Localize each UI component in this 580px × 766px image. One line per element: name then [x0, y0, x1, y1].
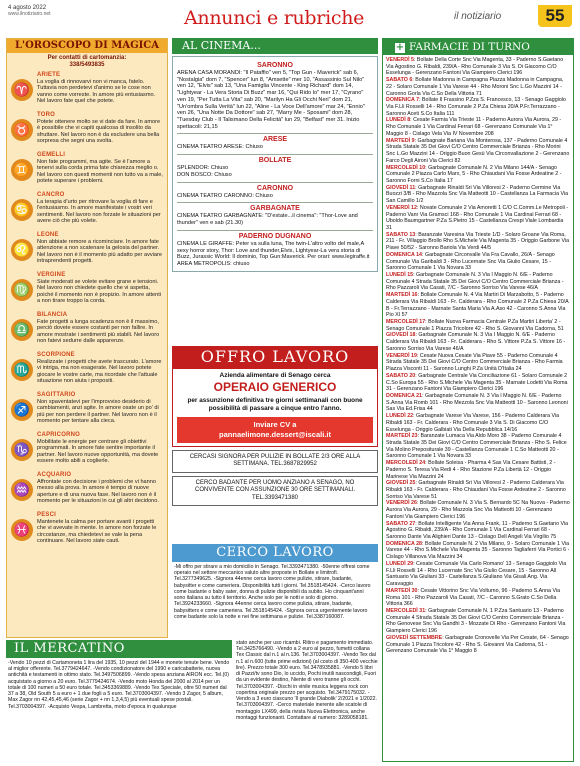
pharmacy-day-entry: [386, 500, 570, 520]
pharmacy-list: : Garbagnate Comunale N. 3 Via I Maggio N. 6/E - Paderno S.Anna Via Romb 101 - Rho Mezzola Snc Via Matteotti 10 - Saronno Leononi Sas Via Ed.Frisa 44: [386, 392, 568, 413]
horoscope-sign: [7, 231, 167, 271]
pharmacy-day: SABATO 6: [386, 77, 413, 84]
sign-forecast: Non spaventatevi per l'improvviso desiderio di cambiamenti, anzi agite. In amore osate un po' di più per non perdere il partner. Nel lavoro non è il momento per tentare alla cieca.: [37, 398, 159, 425]
pharmacy-cross-icon: +: [395, 42, 405, 53]
pharmacy-list: : Bollate Soleisa - Pharma 4 Sas Via Cesare Battisti, 2 - Paderno S. Teresa Via Redi 4 - Rho Stazione P.Za Libertà 12 - Origgio Marinese Via Mazzini 24: [386, 460, 556, 480]
pharmacy-day-entry: [386, 117, 570, 137]
sign-name: SAGITTARIO: [37, 391, 76, 398]
pharmacy-day-entry: [386, 561, 570, 588]
horoscope-sign: [7, 471, 167, 511]
pharmacy-day-entry: [386, 393, 570, 413]
horoscope-sign-list: [7, 71, 167, 551]
pharmacy-day-entry: [386, 272, 570, 292]
market-title: IL MERCATINO: [6, 640, 232, 658]
pharmacy-day-entry: [386, 57, 570, 77]
pharmacy-day-entry: [386, 97, 570, 117]
job-search-section: [172, 544, 378, 622]
cinema-section: [172, 38, 378, 272]
pharmacy-day: MARTEDÌ 23: [386, 433, 418, 440]
pharmacy-day-entry: [386, 608, 570, 635]
pharmacy-list: : Bollate Il Frassino P.Zza S. Francesco, 13 - Senago Gaggiolo Via F.Lli Rosselli 14 - Rho Comunale 2 P.Za Chiesa 20/A P.Fr.Terrazzano - Saronno Aceti S.Co Italia 111: [386, 97, 566, 117]
pharmacy-day: GIOVEDÌ SETTEMBRE: [386, 634, 443, 641]
pharmacy-list: : Cesate Comunale Via Carlo Romano' 13 - Senago Gaggiolo Via F.Lli Rosselli 14 - Rho Lucernate Snc Via Giulio Cesare, 15 - Saronno All Santuario Via Giuliani 33 - Castellanza S.Giuliano Via Gisali Ang. Via Caravaggio: [386, 560, 567, 588]
venue-divider: [177, 230, 373, 231]
cinema-listing: ARENA CASA MORANDI: "Il Pataffio" ven 5, "Top Gun - Maverick" sab 6, "Nostalgia" dom 7, "Spencer" lun 8, "Amsette" mer 10, "Assassinio Sul Nilo" ven 12, "Elvis" sab 13, "Una Famiglia Vincente - King Richard" dom 14, "Lightyear - La Vera Storia Di Buzz" mar 16, "Qui Rido Io" mer 17, "Cyrano" ven 19, "Per Tutta La Vita" sab 20, "Marilyn Ha Gli Occhi Neri" dom 21, "Un'ombra Sulla Verità" lun 22, "Aline - La Voce Dell'amore" mar 24, "Ennio" ven 26, "Una Notte Da Dottore" sab 27, "Marry Me - Sposami" dom 28, "Tuesday Club - Il Talismano Della Felicità" lun 29, "Belfast" mer 31. Inizio spettacoli: 21,15: [177, 70, 365, 130]
pharmacy-list: : Bollate Della Corte Snc Via Magenta, 33 - Paderno S.Gaetano Via Agostino G. Ribaldi, 239/A - Rho Comunale 3 Via S. Di Giacomo C/O Esselunga - Gerenzano Fantoni Via Giampiero Clerici 196: [386, 57, 564, 77]
pharmacy-day-entry: [386, 635, 570, 655]
pharmacy-schedule: [383, 55, 573, 657]
sign-forecast: Mobilitate le energie per centrare gli obiettivi programmati. In amore fate sentire importante il partner. Nel lavoro nuove opportunità, ma dovete essere molto abili a coglierle.: [37, 438, 159, 465]
pharmacy-day: VENERDÌ 5: [386, 57, 414, 63]
page-header: [6, 4, 574, 38]
pharmacy-day-entry: [386, 165, 570, 185]
market-section: [6, 640, 232, 762]
pharmacy-day-entry: [386, 433, 570, 460]
pharmacy-day: VENERDÌ 12: [386, 204, 417, 211]
horoscope-sign: [7, 271, 167, 311]
pharmacy-day: SABATO 27: [386, 520, 416, 527]
zodiac-leone-icon: ♌: [11, 239, 33, 261]
pharmacy-day-entry: [386, 292, 570, 319]
pharmacy-day-entry: [386, 205, 570, 232]
sign-forecast: Non fate programmi, ma agite. Se è l'amore a tenervi sulla corda prima fate chiarezza meglio o. Nel lavoro con questi momenti non tutto va a male, potete superare i problemi.: [37, 158, 163, 185]
horoscope-section: [6, 38, 168, 638]
pharmacy-list: : Cesate Nuova Cesate Via Piave 55 - Paderno Comunale 4 Strada Statale 35 Dei Giovi C/O Centro Commerciale Brianza - Rho Farmia Piazza Visconti 11 - Saronno Lunghi P.Za Unità D'Italia 24: [386, 352, 563, 373]
pharmacy-list: : Bollate Comunale N. 3 Via S. Bernardo 5C Na Nuova - Paderno Aurora Via Aurora, 29 - Rho Mazzola Snc Via Matteotti 10 - Gerenzano Fantoni Via Giampiero Clerici 196: [386, 500, 570, 520]
horoscope-title: L'OROSCOPO DI MAGICA: [7, 39, 167, 53]
pharmacy-day-entry: [386, 138, 570, 165]
cinema-town: SARONNO: [257, 62, 293, 69]
horoscope-contact-label: Per contatti di cartomanzia:: [47, 55, 127, 61]
cinema-town: CARONNO: [256, 184, 294, 192]
sign-forecast: Realizzate i progetti che avete trascurato. L'amore vi intriga, ma non esagerate. Nel lavoro potete giocare le vostre carte, ma ricordate che l'attuale situazione non aiuta i propositi.: [37, 358, 162, 385]
pharmacy-list: : Bollate Comunale N. 2 Via Milano, 9 - Solaro Comunale 1 Via Varese 44 - Rho S.Michele Via Magenta 35 - Saronno Tagliaferri Via Portici 6 - Cislago Villanova Via Mazzini 34: [386, 540, 570, 561]
pharmacy-day-entry: [386, 353, 570, 373]
pharmacy-day-entry: [386, 232, 570, 252]
sign-forecast: Non abbiate remore a ricominciare. In amore fate attenzione a non scatenare la gelosia del partner. Nel lavoro non è il momento più adatto per avviare intraprendenti progetti.: [37, 238, 162, 265]
job-search-listings: -Mi offro per stirare a mio domicilio in Senago. Tel.3393471380. -50enne offresi come operaio nel settore meccanico valuto altre proposte in Bollate e limitrofi. Tel.3277349625. -Signora 44enne cerca lavoro come pulizie, stirare, badante, babysitter e come cameriera. Disponibilità tutti i giorni. Tel.3518145424. -Cerco lavoro come badante o baby sater, donna di pulizie disponibili da subito. Ho cinquant'anni sono italiana su tutto il territorio. Anche solo per le notti e solo di giorno. Tel.3924233660. -Signora 44enne cerca lavoro come pulizia, stirare, badante, babysitters e come cameriera. Tel.3518145424. -Signora cerca urgentemente lavoro come badante solo la notte e nei fine settimana e pulizie. Tel.3387160087.: [174, 564, 371, 620]
job-offer-company: Azienda alimentare di Senago cerca: [219, 372, 331, 379]
pharmacy-day: MARTEDÌ 30: [386, 587, 418, 594]
pharmacy-list: : Garbagnate Varese Via Varese, 156 - Paderno Calderara Via Ribaldi 163 - Fr. Calderara - Rho Comunale 3 Via S. Di Giacomo C/O Esselunga - Origgio Galbiati Via Della Repubblica 14/16: [386, 413, 560, 433]
sign-forecast: Siate moderati se volete evitare grane e tensioni. Nel lavoro non chiedete quello che vi aspetta, poiché il momento non è propizio. In amore attenti a non tirare troppo la corda.: [37, 278, 162, 305]
pharmacy-day-entry: [386, 460, 570, 480]
job-offer-email[interactable]: pannaelimone.dessert@iscali.it: [219, 430, 331, 440]
sign-name: LEONE: [37, 231, 59, 238]
sign-name: GEMELLI: [37, 151, 66, 158]
sign-name: SCORPIONE: [37, 351, 75, 358]
cinema-listing: SPLENDOR: Chiuso DON BOSCO: Chiuso: [177, 165, 232, 178]
pharmacy-list: : Garbagnate Circonvalle Via Fra Cavallo, 26/A - Senago Comunale Via Garibaldi 3 - Rho Lucernate Snc Via Giulio Cesare, 15 - Saronno Comunale 1 Via Novara 33: [386, 251, 555, 272]
market-listings: -Vendo 10 pezzi di Cartamoneta 1 lira del 1935, 10 pezzi del 1944 e monete tenute bene. Vendo al miglior offerente. Tel.3779424647. -Vendo condizionatore del 1990 e caricabatterie, nuova antichità e testamenti in ottimo stato. Tel.3497506899. -Vendo spesa anziana AIRON ecc. Tel.(0) acquistato a giorno a 20 euro. Tel.3779424674. -Vendo moto Honda del 2000 al 2014 per un totale di 100 numeri a 50 euro totale. Tel.3453369889. -Vendo Tex Speciale, oltre 50 numeri dal 37 a 38, Old South 5 a euro + 1 due fogli a 5 euro. Tel.3703004397. -Vendo 3 Zagor, 5 album, Max Zagor nn 42,45,45,46 (serie Zagor + nn 1,3,4,5) più eventuali spese postali. Tel.3703004397. -Acquisto Vespa, Lambretta, moto d'epoca in qualunque: [8, 660, 230, 710]
cinema-venue-list: [172, 56, 378, 272]
pharmacy-day: MARTEDÌ 16: [386, 292, 418, 299]
cinema-town: ARESE: [262, 136, 288, 144]
pharmacy-list: : Cesate Vittorino Snc Via Volturno, 96 - Paderno S.Anna Via Roma 101 - Rho Pazzaroli Via Casati, 7/C - Caronno S.Grato C.So Della Vittoria 366: [386, 587, 561, 608]
job-offer-role: OPERAIO GENERICO: [213, 380, 337, 395]
job-offers-section: [172, 346, 378, 506]
pharmacy-day: LUNEDÌ 8: [386, 117, 411, 124]
horoscope-sign: [7, 111, 167, 151]
pharmacy-list: : Garbagnate Comunale N. 1 P.Zza Santuario 13 - Paderno Comunale 4 Strada Statale 35 Dei Giovi C/O Centro Commerciale Brianza - Rho Genovese Snc Via Gandhi 3 - Mozzate Di Rho - Gerenzano Fantoni Via Giampiero Clerici 196: [386, 607, 566, 635]
zodiac-bilancia-icon: ♎: [11, 319, 33, 341]
sign-forecast: Mantenete la calma per portare avanti i progetti che vi avevate in mente. In amore non forzate le circostanze, ma chiedetevi se vale la pena continuare. Nel lavoro siate cauti.: [37, 518, 157, 545]
pharmacy-list: : Novate Comunale 2 Via Amoretti 1 C/O C.Comm.Le Metropoli - Paderno Vanr Via Gramsci 168 - Rho Comunale 1 Via Cardinal Ferrari 68 - Uboldo Baumgartner P.Za S.Pietro 15 - Castellanza Crespi Viale Lombardia 31: [386, 204, 569, 231]
cinema-town: PADERNO DUGNANO: [238, 232, 312, 240]
pharmacy-day: MARTEDÌ 9: [386, 137, 415, 144]
pharmacy-list: : Garbagnate Cronovelle Via Per Cesate, 64 - Senago Comunale 1 Piazza Tricolore 42 - Rho S. Giovanni Via Cadorna, 51 - Gerenzano Comunale Via 1° Maggio 8: [386, 634, 569, 655]
pharmacy-day: MERCOLEDÌ 10: [386, 164, 426, 171]
pharmacy-list: : Garbagnate Comunale N. 3 Via I Maggio N. 6/E - Paderno Calderara Via Ribaldi 163 - Fr. Calderara - Rho S. Vittore P.Za S. Vittore 16 - Saronno Sorriso Via Varese 46/A: [386, 332, 566, 352]
cinema-listing: CINEMA LE GIRAFFE: Peter va sulla luna, The twin-L'altro volto del male,A sexy horror story, Thor: Love and thunder,Elvis, Lightyear-La vera storia di Buzz, Jurassic World: Il dominio, Top Gun:Maverick. Per orari: www.legiraffe.it AREA METROPOLIS: chiuso: [177, 240, 370, 267]
sign-name: CANCRO: [37, 191, 65, 198]
pharmacy-day: MERCOLEDÌ 24: [386, 460, 426, 467]
sign-name: CAPRICORNO: [37, 431, 81, 438]
sign-name: TORO: [37, 111, 56, 118]
venue-divider: [177, 202, 373, 203]
pharmacy-day-entry: [386, 521, 570, 541]
market-listings-continued: stato anche per uso ricambi. Ritiro e pagamento immediato. Tel.3425766490. -Vendo a 2 euro al pezzo, fumetti collana Tex Classic dal n.1 al n.136. Tel.3703004397. -Vendo Tex dal n.1 al n.600 (tutte prime edizioni) (al costo di 350-400 vecchie lire). Prezzo totale 300 euro. Tel.3478935881. -Vendo 5 libri di Pazzi/tv sono Dio, lo uccido, Pochi inutili nascondigli, Fuori da un evidente destino, Niente di vero tranne gli occhi. Tel.3703004397. -Dischi in vinile musica leggera rock con copertina originale prezzo per acquisto. Tel.3479175032. -Vendo a 3 euro ciascuno 'Il grande Diabolik' 2/2021 e 1/2022. Tel.3703004397. -Cerco materiale inerente alle scatole di montaggio LX499, della rivista Nuova Elettronica, anche montaggi funzionanti. Contattare al numero: 3289058181.: [236, 640, 378, 721]
job-offer-contact: [177, 417, 373, 443]
pharmacy-day-entry: [386, 373, 570, 393]
page-number: 55: [538, 5, 572, 27]
sign-name: ACQUARIO: [37, 471, 72, 478]
job-offer-cv-label: Inviare CV a: [253, 420, 297, 430]
cinema-listing: CINEMA TEATRO GARBAGNATE: "D'estate...il cinema": "Thor-Love and thunder" ven e sab (21.30): [177, 213, 358, 227]
sign-name: VERGINE: [37, 271, 66, 278]
cinema-listing: CINEMA TEATRO ARESE: Chiuso: [177, 144, 263, 151]
job-offers-title: OFFRO LAVORO: [172, 346, 378, 368]
pharmacy-list: : Baranzate Lumaca Via Aldo Moro 38 - Paderno Comunale 4 Strada Statale 35 Dei Giovi C/O Centro Commerciale Brianza - Rho S. Felice Via Molino Prepositurale 39 - Castellanza Comunale 1 C.So Matteotti 20 - Saronno Comunale 1 Via Novara 33: [386, 433, 567, 460]
zodiac-sagittario-icon: ♐: [11, 399, 33, 421]
pharmacy-day: GIOVEDÌ 18: [386, 332, 416, 339]
job-offer-details: per assunzione definitiva tre giorni settimanali con buone possibilità di passare a cinque entro l'anno.: [187, 397, 363, 413]
zodiac-pesci-icon: ♓: [11, 519, 33, 541]
pharmacy-day-entry: [386, 252, 570, 272]
horoscope-sign: [7, 191, 167, 231]
sign-name: BILANCIA: [37, 311, 68, 318]
cinema-town: GARBAGNATE: [250, 205, 300, 213]
cinema-title: AL CINEMA...: [172, 38, 378, 54]
pharmacy-day-entry: [386, 332, 570, 352]
pharmacy-list: : Bollate Madonna in Campagna Piazza Madonna in Campagna, 22 - Solaro Comunale 1 Via Varese 44 - Rho Moroni Snc L.Go Mazzini 14 - Caronno Gorla Via C.So Della Vittoria 71: [386, 77, 564, 97]
venue-divider: [177, 133, 373, 134]
pharmacy-day-entry: [386, 413, 570, 433]
website-link[interactable]: www.ilnotiziario.net: [8, 11, 51, 17]
pharmacy-list: : Garbagnate Comunale N. 3 Via I Maggio N. 6/E - Paderno Comunale 4 Strada Statale 35 Dei Giovi C/O Centro Commerciale Brianza - Rho Pazzaroli Via Casati, 7/C - Saronno Sorriso Via Varese 46/A: [386, 272, 564, 292]
horoscope-sign: [7, 311, 167, 351]
pharmacy-day-entry: [386, 319, 570, 332]
pharmacy-list: : Bollate Comunale N. 4 Via Martiri Di Marzabotto, 5 - Paderno Calderara Via Ribaldi 163 - Fr. Calderara - Rho Comunale 2 P.Za Chiesa 20/A B - Fr.Terrazzano - Marnate Santa Maria Via A.Aso 42 - Caronno S.Anna Via Pio XI 57: [386, 292, 569, 319]
newspaper-page: [6, 4, 574, 762]
pharmacy-day: DOMENICA 21: [386, 392, 423, 399]
pharmacy-day-entry: [386, 185, 570, 205]
pharmacy-day: MERCOLEDÌ 17: [386, 319, 426, 326]
pharmacy-list: : Cesate Farmia Via Trieste 11 - Paderno Aurora Via Aurora, 29 - Rho Comunale 1 Via Cardinal Ferrari 68 - Gerenzano Comunale Via 1° Maggio 8 - Cislago Vela Via IV Novembre 208: [386, 117, 562, 137]
page-title: Annunci e rubriche: [184, 7, 365, 29]
issue-date: 4 agosto 2022: [8, 5, 47, 11]
zodiac-ariete-icon: ♈: [11, 79, 33, 101]
zodiac-vergine-icon: ♍: [11, 279, 33, 301]
pharmacy-day: VENERDÌ 19: [386, 352, 417, 359]
pharmacy-day: MERCOLEDÌ 31: [386, 607, 426, 614]
job-offer-ad: CERCASI SIGNORA PER PULIZIE IN BOLLATE 2/3 ORE ALLA SETTIMANA. TEL.3687829952: [172, 450, 378, 473]
brand-name: il notiziario: [454, 11, 502, 22]
pharmacy-day: DOMENICA 28: [386, 540, 423, 547]
pharmacy-day: VENERDÌ 26: [386, 500, 417, 507]
sign-name: ARIETE: [37, 71, 61, 78]
pharmacy-day-entry: [386, 77, 570, 97]
pharmacy-list: : Bollate Intelligente Via Anna Frank, 11 - Paderno S.Gaetano Via Agostino G. Ribaldi, 239/A - Rho Comunale 1 Via Cardinal Ferrari 68 - Saronno Dante Via Alighieri Dante 13 - Cislago Dell Angeli Via Virgilio 75: [386, 520, 569, 541]
pharmacy-list: : Garbagnate Comunale N. 2 Via Milano 144/A - Senago Comunale 2 Piazza Carlo Marx, 5 - Rho Chiaudani Via Fosse Ardeatine 2 - Saronno Forni S.Co Italia 17: [386, 164, 562, 184]
pharmacy-day: LUNEDÌ 22: [386, 413, 414, 420]
pharmacy-day: GIOVEDÌ 25: [386, 480, 416, 487]
zodiac-toro-icon: ♉: [11, 119, 33, 141]
pharmacy-list: : Garbagnate Rinaldi Sri Via Villoresi 2 - Paderno Calderara Via Ribaldi 163 - Fr. Calderara - Rho Chiaudani Via Fosse Ardeatine 2 - Saronno Sorriso Via Varese 51: [386, 480, 566, 500]
horoscope-sign: [7, 431, 167, 471]
job-offer-main-ad: [172, 368, 378, 447]
pharmacy-list: : Garbagnate Rinaldi Sri Via Villoresi 2 - Paderno Cermine Via Buozzi 3/B - Rho Mazzola Snc Via Matteotti 10 - Castellanza La Farmacia Via San Camillo 1/2: [386, 184, 569, 205]
pharmacy-day: SABATO 13: [386, 231, 416, 238]
horoscope-sign: [7, 511, 167, 551]
sign-forecast: Affrontate con decisione i problemi che vi hanno messo alla prova. In amore è tempo di nuove aperture e di una nuova fase. Nel lavoro non è il momento per le situazioni in cui gli altri decidono.: [37, 478, 159, 505]
pharmacy-title: FARMACIE DI TURNO: [409, 41, 530, 53]
sign-forecast: Potete ottenere molto se vi date da fare. In amore è possibile che vi capiti qualcosa di insolito da sfruttare. Nel lavoro non è da escludere una bella sorpresa che segni una svolta.: [37, 118, 161, 145]
pharmacy-header: [383, 39, 573, 55]
pharmacy-day: DOMENICA 7: [386, 97, 420, 104]
pharmacy-day-entry: [386, 541, 570, 561]
pharmacy-list: : Garbagnate Centrale Via Conciliazione 61 - Solaro Comunale 2 C.So Europa 55 - Rho S.Michele Via Magenta 35 - Marnate Lodetti Via Roma 31 - Gerenzano Fantoni Via Giampiero Clerici 196: [386, 372, 568, 393]
zodiac-cancro-icon: ♋: [11, 199, 33, 221]
cinema-listing: CINEMA TEATRO CARONNO: Chiuso: [177, 192, 273, 199]
venue-divider: [177, 182, 373, 183]
horoscope-contact-phone: 338/5493835: [69, 61, 105, 68]
zodiac-capricorno-icon: ♑: [11, 439, 33, 461]
horoscope-sign: [7, 351, 167, 391]
sign-forecast: La terapia d'urto per ritrovare la voglia di fare e l'entusiasmo. In amore manifestate i vostri veri sentimenti. Nel lavoro non forzate le situazioni per avere ciò che più volete.: [37, 198, 161, 225]
pharmacy-list: : Bollate Nuova Farmacia Centrale P.Za Martiri Liberta' 2 - Senago Comunale 1 Piazza Tricolore 42 - Rho S. Giovanni Via Cadorna, 51: [386, 319, 564, 332]
sign-name: PESCI: [37, 511, 57, 518]
zodiac-acquario-icon: ♒: [11, 479, 33, 501]
venue-divider: [177, 154, 373, 155]
sign-forecast: Fate progetti a lunga scadenza non è il massimo, perciò dovete essere costanti per non fallire. In amore mostrate i sentimenti più stabili. Nel lavoro non fatevi sedurre dalle apparenze.: [37, 318, 160, 345]
job-search-title: CERCO LAVORO: [172, 544, 378, 562]
pharmacy-day-entry: [386, 480, 570, 500]
horoscope-sign: [7, 71, 167, 111]
pharmacy-day-entry: [386, 588, 570, 608]
pharmacy-day: DOMENICA 14: [386, 251, 423, 258]
pharmacy-list: : Garbagnate Bariana Via Monterosa, 137 - Paderno Comunale 4 Strada Statale 35 Dei Giovi C/O Centro Commerciale Brianza - Rho Morini Snc L.Go Mazzini 14 - Origgio Buon Gesù Via Circonvallazione 2 - Gerenzano Farco Degli Aironi Via Clerici 82: [386, 137, 570, 164]
pharmacy-section: [382, 38, 574, 762]
pharmacy-day: LUNEDÌ 15: [386, 272, 414, 278]
zodiac-gemelli-icon: ♊: [11, 159, 33, 181]
pharmacy-day: GIOVEDÌ 11: [386, 184, 416, 191]
pharmacy-day: SABATO 20: [386, 372, 416, 379]
sign-forecast: La voglia di rinnovarvi non vi manca, fatelo. Tuttavia non perdetevi d'animo se le cose non vanno come vorreste. In amore più entusiasmo. Nel lavoro fate quel che potete.: [37, 78, 156, 105]
horoscope-sign: [7, 151, 167, 191]
zodiac-scorpione-icon: ♏: [11, 359, 33, 381]
job-offer-ad: CERCO BADANTE PER UOMO ANZIANO A SENAGO, NO CONVIVENTE CON ASSUNZIONE 30 ORE SETTIMANALI. TEL.3393471380: [172, 476, 378, 507]
horoscope-sign: [7, 391, 167, 431]
cinema-town: BOLLATE: [258, 157, 292, 165]
pharmacy-list: : Baranzate Varesina Via Trieste 1/D - Solaro Groane Via Roma, 211 - Fr. Villaggio Brollo Rho S.Michele Via Magenta 35 - Origgio Garbone Via Piave 50/52 - Saronno Bariola Via Verdi 44/5: [386, 231, 570, 252]
pharmacy-day: LUNEDÌ 29: [386, 560, 414, 567]
